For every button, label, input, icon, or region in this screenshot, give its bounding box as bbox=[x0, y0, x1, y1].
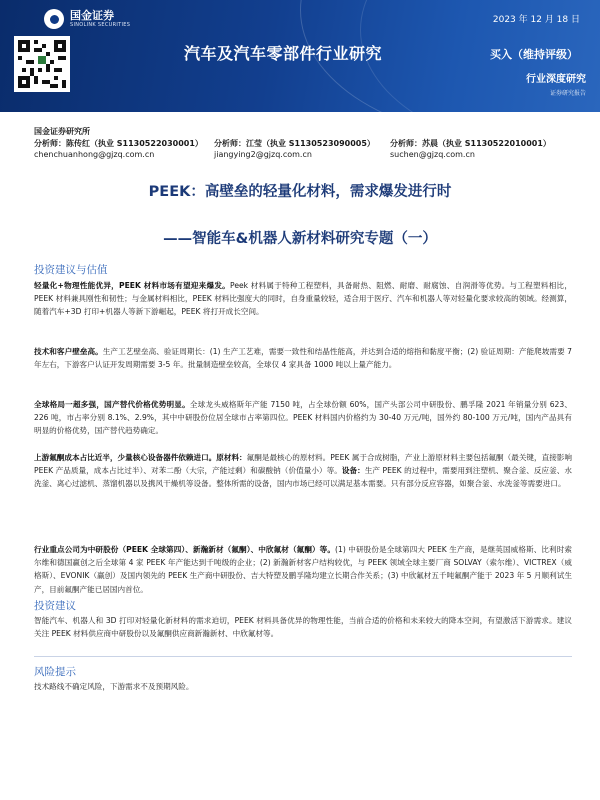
section-divider bbox=[34, 656, 572, 657]
firm-logo bbox=[44, 9, 130, 29]
analyst-name: 分析师：苏晨（执业 S1130522010001） bbox=[390, 139, 551, 148]
report-title: PEEK：高壁垒的轻量化材料，需求爆发进行时 bbox=[148, 184, 452, 200]
paragraph-lead: 行业重点公司为中研股份（PEEK 全球第四）、新瀚新材（氟酮）、中欣氟材（氟酮）等。 bbox=[34, 545, 336, 554]
paragraph-lead: 原材料： bbox=[216, 453, 247, 462]
analyst-block bbox=[34, 138, 203, 160]
paragraph-companies bbox=[34, 543, 572, 596]
paragraph-upstream bbox=[34, 451, 572, 491]
rating-label: 买入（维持评级） bbox=[490, 48, 578, 61]
qr-code-icon bbox=[14, 36, 70, 92]
paragraph-landscape bbox=[34, 398, 572, 438]
analyst-name: 分析师：陈传红（执业 S1130522030001） bbox=[34, 139, 203, 148]
analyst-name: 分析师：江莹（执业 S1130523090005） bbox=[214, 139, 375, 148]
analyst-email[interactable]: suchen@gjzq.com.cn bbox=[390, 150, 475, 159]
paragraph-lead: 上游氟酮成本占比近半，少量核心设备器件依赖进口。 bbox=[34, 453, 217, 462]
report-type: 行业深度研究 bbox=[526, 74, 586, 85]
paragraph-lead: 全球格局一超多强，国产替代价格优势明显。 bbox=[34, 400, 190, 409]
paragraph-lead: 轻量化+物理性能优异，PEEK 材料市场有望迎来爆发。 bbox=[34, 281, 231, 290]
report-subtitle: ——智能车&机器人新材料研究专题（一） bbox=[163, 231, 437, 247]
report-date: 2023 年 12 月 18 日 bbox=[492, 15, 580, 25]
paragraph-body: 氟酮是最核心的原材料。PEEK 属于合成树脂，产业上游原材料主要包括氟酮（最关键，直接影响 PEEK 产品质量，成本占比过半）、对苯二酚（大宗，产能过剩）和碳酸钠（价值量小）等。 bbox=[34, 453, 572, 476]
analyst-block bbox=[214, 138, 375, 160]
paragraph-risk: 技术路线不确定风险，下游需求不及预期风险。 bbox=[34, 682, 194, 691]
industry-title: 汽车及汽车零部件行业研究 bbox=[184, 44, 383, 63]
paragraph-body: 生产工艺壁垒高、验证周期长：(1) 生产工艺难，需要一致性和结晶性能高，并达到合适的熔指和黏度平衡；(2) 验证周期：产能爬坡需要 7 年左右，下游客户认证开发周期需要 3-5 年。批量制造壁垒较高，全球仅 4 家具备 1000 吨以上量产能力。 bbox=[34, 347, 572, 370]
paragraph-body: Peek 材料属于特种工程塑料，具备耐热、阻燃、耐磨、耐腐蚀、自润滑等优势。与工程塑料相比，PEEK 材料兼具刚性和韧性；与金属材料相比，PEEK 材料比强度大的同时，自身重量较轻，适合用于医疗、汽车和机器人等对轻量化要求较高的领域。经测算，随着汽车+3D 打印+机器人等新下游崛起，PEEK 将打开成长空间。 bbox=[34, 281, 572, 317]
paragraph-body: 生产 PEEK 的过程中，需要用到注塑机、聚合釜、反应釜、水洗釜、离心过滤机、蒸馏机器以及携风干燥机等设备。整体所需的设备，国内市场已经可以满足基本需要。只有部分反应容器，如聚合釜、水洗釜等需要进口。 bbox=[34, 466, 573, 489]
paragraph-body: 全球龙头威格斯年产能 7150 吨，占全球份额 60%，国产头部公司中研股份、鹏孚隆 2021 年销量分别 623、226 吨，市占率分别 8.1%、2.9%，其中中研股份位居全球市占率第四位。PEEK 材料国内价格约为 30-40 万元/吨，国外约 80-100 万元/吨，国内产品具有明显的价格优势，国产替代趋势确定。 bbox=[34, 400, 572, 436]
logo-name-cn: 国金证券 bbox=[70, 9, 114, 22]
paragraph-lightweight bbox=[34, 279, 572, 319]
paragraph-advice: 智能汽车、机器人和 3D 打印对轻量化新材料的需求迫切，PEEK 材料具备优异的物理性能，当前合适的价格和未来较大的降本空间，有望激活下游需求。建议关注 PEEK 材料供应商中研股份以及氟酮供应商新瀚新材、中欣氟材等。 bbox=[34, 616, 572, 639]
research-institute: 国金证券研究所 bbox=[34, 127, 90, 136]
report-category: 证券研究报告 bbox=[549, 90, 586, 97]
analyst-block bbox=[390, 138, 551, 160]
logo-name-en: SINOLINK SECURITIES bbox=[70, 22, 131, 28]
section-heading-summary: 投资建议与估值 bbox=[34, 264, 108, 276]
section-heading-advice: 投资建议 bbox=[34, 600, 76, 612]
header-banner bbox=[0, 0, 600, 112]
section-heading-risk: 风险提示 bbox=[34, 666, 76, 678]
paragraph-lead: 设备： bbox=[341, 466, 365, 476]
logo-mark-icon bbox=[44, 9, 64, 29]
analyst-email[interactable]: jiangying2@gjzq.com.cn bbox=[214, 150, 312, 159]
paragraph-body: (1) 中研股份是全球第四大 PEEK 生产商，是继英国威格斯、比利时索尔维和德国赢创之后全球第 4 家 PEEK 年产能达到千吨级的企业；(2) 新瀚新材客户结构较优，与 PEEK 领域全球主要厂商 SOLVAY（索尔维）、VICTREX（威格斯）、EVONIK（赢创）及国内领先的 PEEK 生产商中研股份、吉大特塑及鹏孚隆均建立长期合作关系；(3) 中欣氟材五千吨氟酮产能于 2023 年 5 月顺利试生产，目前氟酮产能已居国内首位。 bbox=[34, 545, 572, 594]
paragraph-lead: 技术和客户壁垒高。 bbox=[34, 347, 103, 356]
analyst-email[interactable]: chenchuanhong@gjzq.com.cn bbox=[34, 150, 155, 159]
paragraph-barriers bbox=[34, 345, 572, 371]
